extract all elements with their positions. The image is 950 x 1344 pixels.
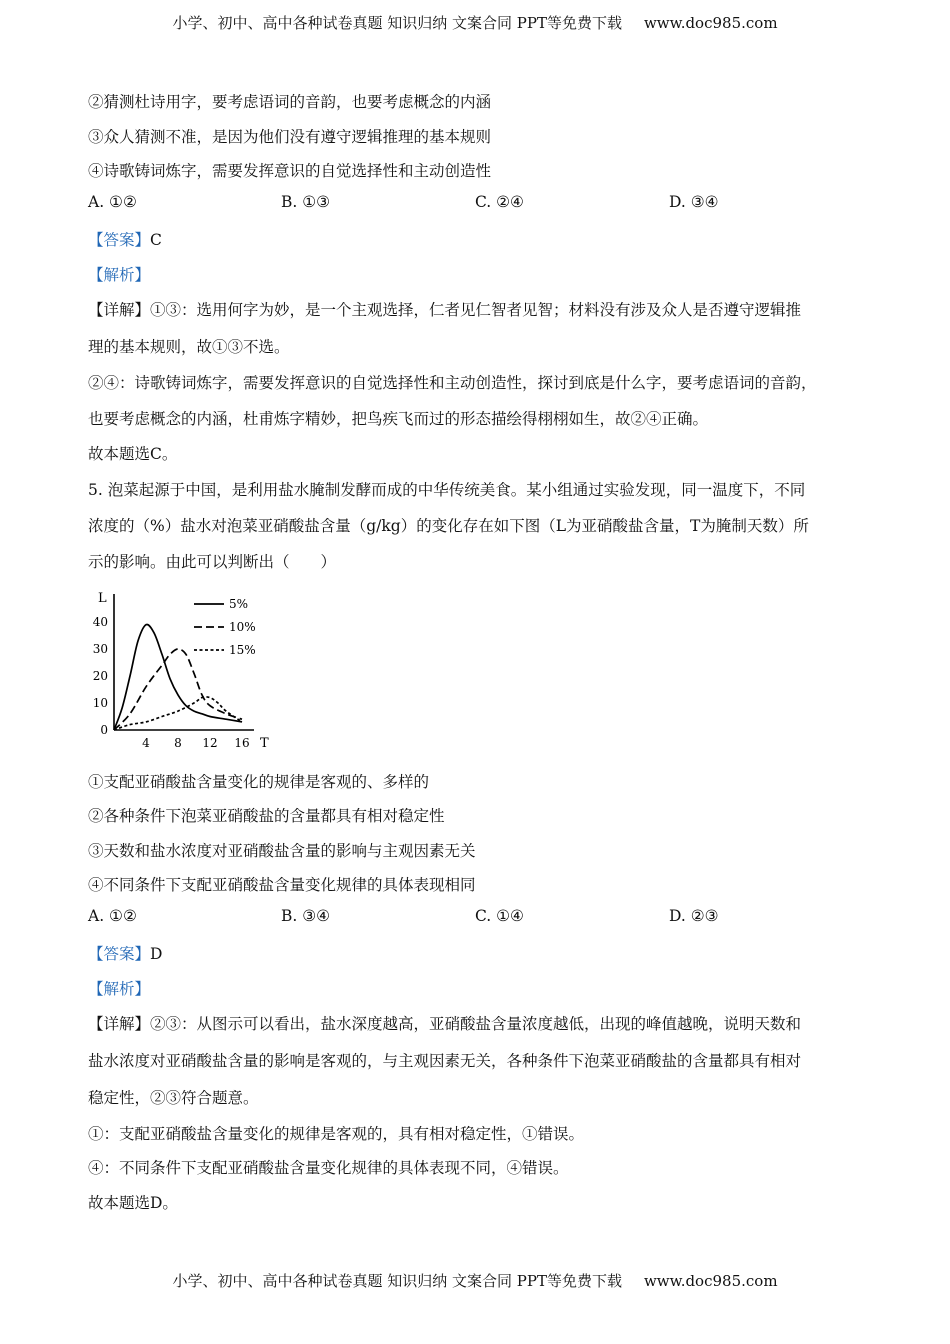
q5-detail-line-2: 盐水浓度对亚硝酸盐含量的影响是客观的，与主观因素无关，各种条件下泡菜亚硝酸盐的含量都具有相对 [88,1052,802,1070]
q5-answer-label: 【答案】 [88,945,151,963]
header-text: 小学、初中、高中各种试卷真题 知识归纳 文案合同 PPT等免费下载 [172,14,622,32]
q5-statement-4: ④不同条件下支配亚硝酸盐含量变化规律的具体表现相同 [88,876,476,894]
series-line-5pct [114,624,242,730]
q5-statement-3: ③天数和盐水浓度对亚硝酸盐含量的影响与主观因素无关 [88,842,476,860]
page-footer [0,1270,950,1291]
q4-answer-value: C [150,231,162,249]
footer-text: 小学、初中、高中各种试卷真题 知识归纳 文案合同 PPT等免费下载 [172,1272,622,1290]
y-tick-label: 10 [92,696,108,710]
q5-option-b: B. ③④ [281,907,331,925]
q4-option-b: B. ①③ [281,193,331,211]
q4-answer [88,228,162,250]
q4-answer-label: 【答案】 [88,231,151,249]
chart-lines [114,624,242,730]
q5-detail-text-1: ②③：从图示可以看出，盐水深度越高，亚硝酸盐含量浓度越低，出现的峰值越晚，说明天数和 [150,1015,802,1033]
chart-legend [194,597,256,657]
header-site[interactable]: www.doc985.com [643,14,778,32]
q5-detail-line-3: 稳定性，②③符合题意。 [88,1089,259,1107]
q5-answer [88,942,162,964]
q4-option-a: A. ①② [88,193,137,211]
x-tick-label: 4 [142,736,150,750]
page-header [0,12,950,33]
y-tick-label: 30 [92,642,108,656]
series-line-15pct [114,697,242,730]
q4-detail-line-5: 故本题选C。 [88,445,178,463]
q5-statement-2: ②各种条件下泡菜亚硝酸盐的含量都具有相对稳定性 [88,807,445,825]
q4-option-c: C. ②④ [475,193,524,211]
q4-statement-2: ②猜测杜诗用字，要考虑语词的音韵，也要考虑概念的内涵 [88,93,492,111]
footer-site[interactable]: www.doc985.com [643,1272,778,1290]
x-axis-label: T [260,736,269,751]
nitrite-chart [88,586,278,754]
q5-option-d: D. ②③ [669,907,719,925]
legend-label-15pct: 15% [229,643,256,657]
q5-stem-line-3: 示的影响。由此可以判断出（ ） [88,553,337,571]
q5-stem-line-2: 浓度的（%）盐水对泡菜亚硝酸盐含量（g/kg）的变化存在如下图（L为亚硝酸盐含量，T为腌制天数）所 [88,517,809,535]
q4-analysis-label: 【解析】 [88,266,151,284]
y-tick-label: 40 [92,615,108,629]
chart-axes [98,591,269,751]
q5-analysis-label: 【解析】 [88,980,151,998]
q5-option-a: A. ①② [88,907,137,925]
q5-statement-1: ①支配亚硝酸盐含量变化的规律是客观的、多样的 [88,773,430,791]
q4-detail-line-2: 理的基本规则，故①③不选。 [88,338,290,356]
y-tick-label: 0 [100,723,108,737]
legend-label-10pct: 10% [229,620,256,634]
q4-option-d: D. ③④ [669,193,719,211]
q4-detail-label: 【详解】 [88,301,151,319]
q5-answer-value: D [150,945,163,963]
x-tick-label: 8 [174,736,182,750]
y-tick-label: 20 [92,669,108,683]
x-tick-label: 12 [202,736,218,750]
q4-detail-line-1 [88,298,801,320]
q5-detail-line-4: ①：支配亚硝酸盐含量变化的规律是客观的，具有相对稳定性，①错误。 [88,1125,585,1143]
legend-label-5pct: 5% [229,597,249,611]
q4-detail-line-4: 也要考虑概念的内涵，杜甫炼字精妙，把鸟疾飞而过的形态描绘得栩栩如生，故②④正确。 [88,410,709,428]
y-axis-label: L [98,591,107,606]
q4-detail-text-1: ①③：选用何字为妙，是一个主观选择，仁者见仁智者见智；材料没有涉及众人是否遵守逻辑推 [150,301,802,319]
q4-statement-4: ④诗歌铸词炼字，需要发挥意识的自觉选择性和主动创造性 [88,162,492,180]
q5-stem-line-1: 5. 泡菜起源于中国，是利用盐水腌制发酵而成的中华传统美食。某小组通过实验发现，同一温度下，不同 [88,481,806,499]
x-tick-label: 16 [234,736,250,750]
q4-detail-line-3: ②④：诗歌铸词炼字，需要发挥意识的自觉选择性和主动创造性，探讨到底是什么字，要考虑语词的音韵， [88,374,817,392]
q5-detail-line-5: ④：不同条件下支配亚硝酸盐含量变化规律的具体表现不同，④错误。 [88,1159,569,1177]
q5-option-c: C. ①④ [475,907,524,925]
q5-detail-label: 【详解】 [88,1015,151,1033]
q5-detail-line-1 [88,1012,801,1034]
q5-detail-line-6: 故本题选D。 [88,1194,178,1212]
q4-statement-3: ③众人猜测不准，是因为他们没有遵守逻辑推理的基本规则 [88,128,492,146]
